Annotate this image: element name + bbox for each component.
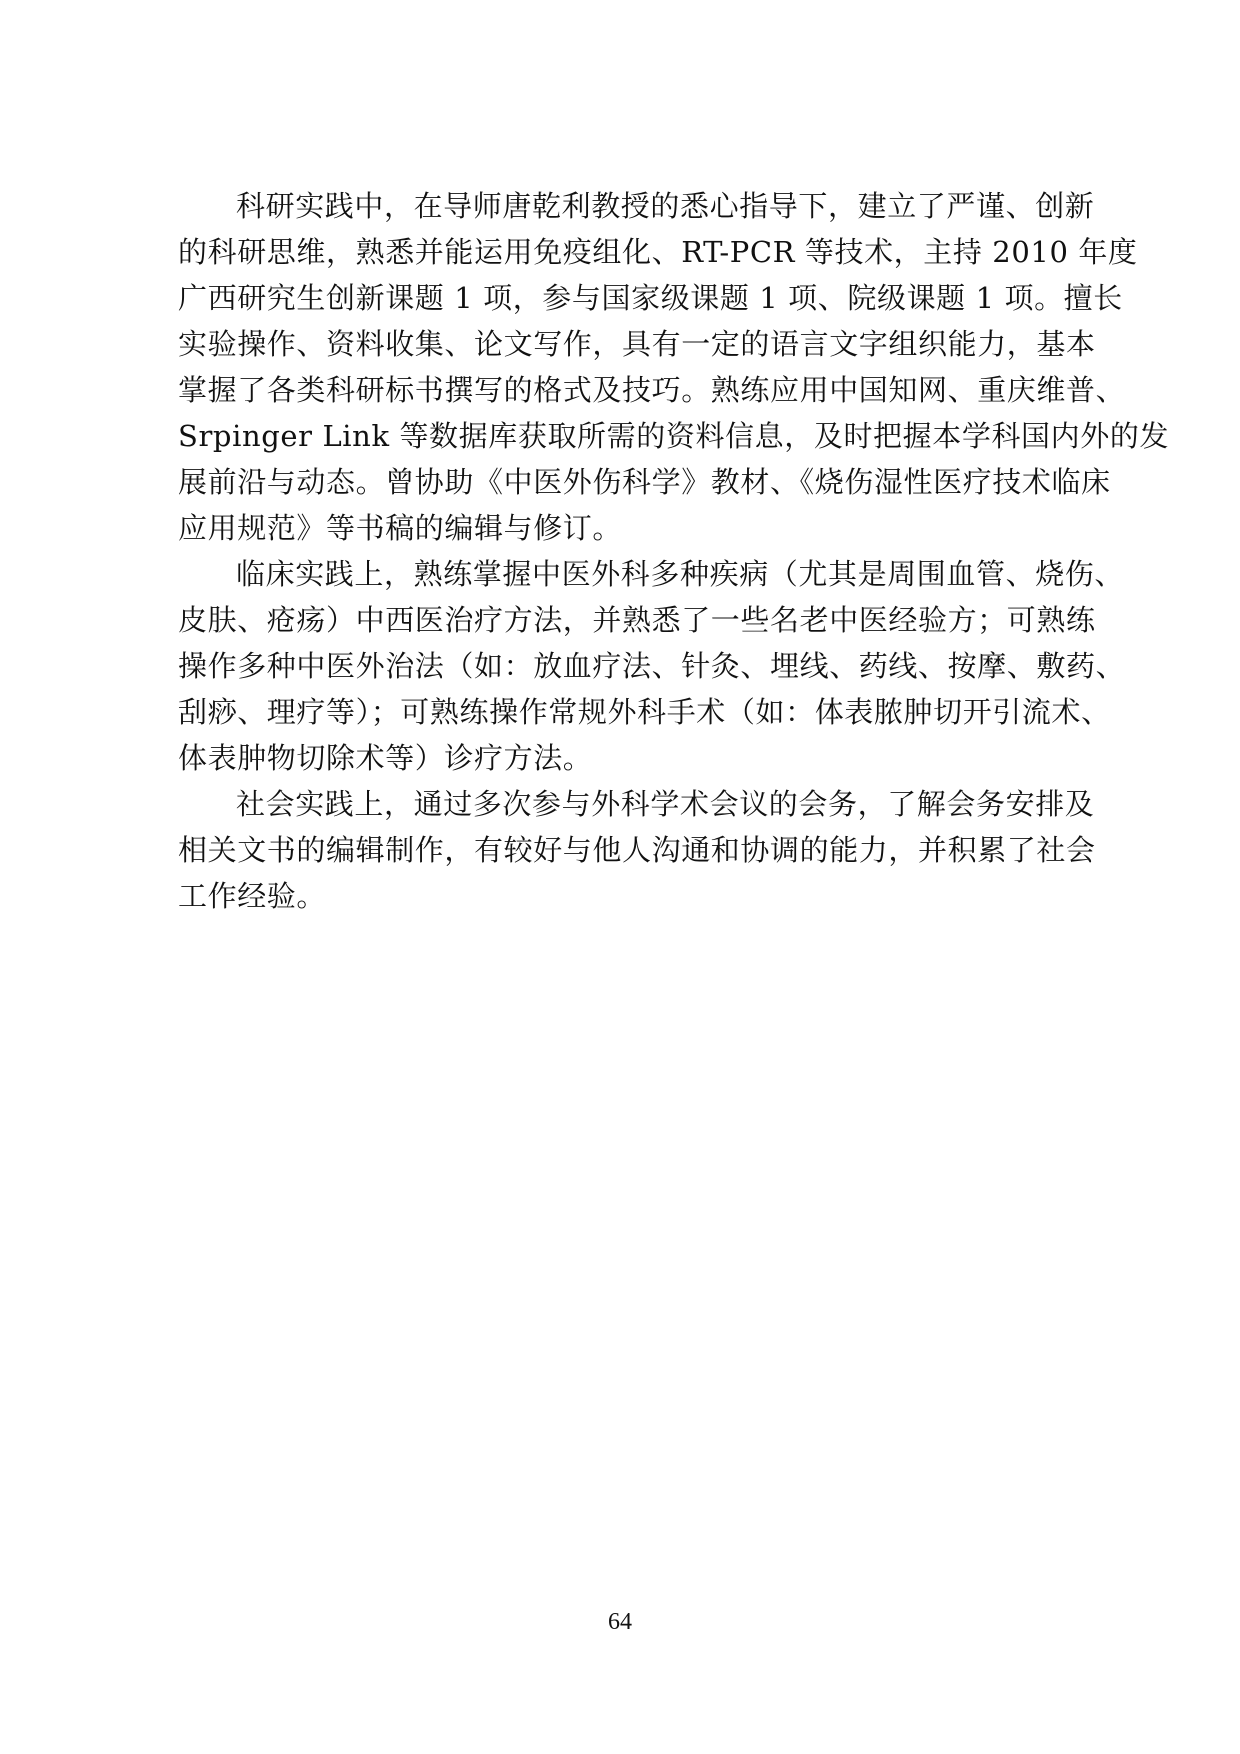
paragraph-research-line-2: 的科研思维，熟悉并能运用免疫组化、RT-PCR 等技术，主持 2010 年度 (178, 235, 1138, 269)
paragraph-social-line-3: 工作经验。 (178, 879, 327, 913)
paragraph-social-line-1: 社会实践上，通过多次参与外科学术会议的会务，了解会务安排及 (236, 787, 1095, 821)
paragraph-social-line-2: 相关文书的编辑制作，有较好与他人沟通和协调的能力，并积累了社会 (178, 833, 1096, 867)
paragraph-research-line-6: Srpinger Link 等数据库获取所需的资料信息，及时把握本学科国内外的发 (178, 419, 1170, 453)
paragraph-clinical-line-4: 刮痧、理疗等）；可熟练操作常规外科手术（如：体表脓肿切开引流术、 (178, 695, 1111, 729)
paragraph-research-line-8: 应用规范》等书稿的编辑与修订。 (178, 511, 623, 545)
paragraph-research-line-3: 广西研究生创新课题 1 项，参与国家级课题 1 项、院级课题 1 项。擅长 (178, 281, 1123, 315)
paragraph-research-line-1: 科研实践中，在导师唐乾利教授的悉心指导下，建立了严谨、创新 (236, 189, 1095, 223)
paragraph-research-line-5: 掌握了各类科研标书撰写的格式及技巧。熟练应用中国知网、重庆维普、 (178, 373, 1126, 407)
page-number: 64 (608, 1609, 632, 1635)
paragraph-clinical-line-1: 临床实践上，熟练掌握中医外科多种疾病（尤其是周围血管、烧伤、 (236, 557, 1125, 591)
paragraph-clinical-line-3: 操作多种中医外治法（如：放血疗法、针灸、埋线、药线、按摩、敷药、 (178, 649, 1126, 683)
paragraph-clinical-line-2: 皮肤、疮疡）中西医治疗方法，并熟悉了一些名老中医经验方；可熟练 (178, 603, 1096, 637)
paragraph-research-line-4: 实验操作、资料收集、论文写作，具有一定的语言文字组织能力，基本 (178, 327, 1096, 361)
paragraph-clinical-line-5: 体表肿物切除术等）诊疗方法。 (178, 741, 593, 775)
paragraph-research-line-7: 展前沿与动态。曾协助《中医外伤科学》教材、《烧伤湿性医疗技术临床 (178, 465, 1111, 499)
